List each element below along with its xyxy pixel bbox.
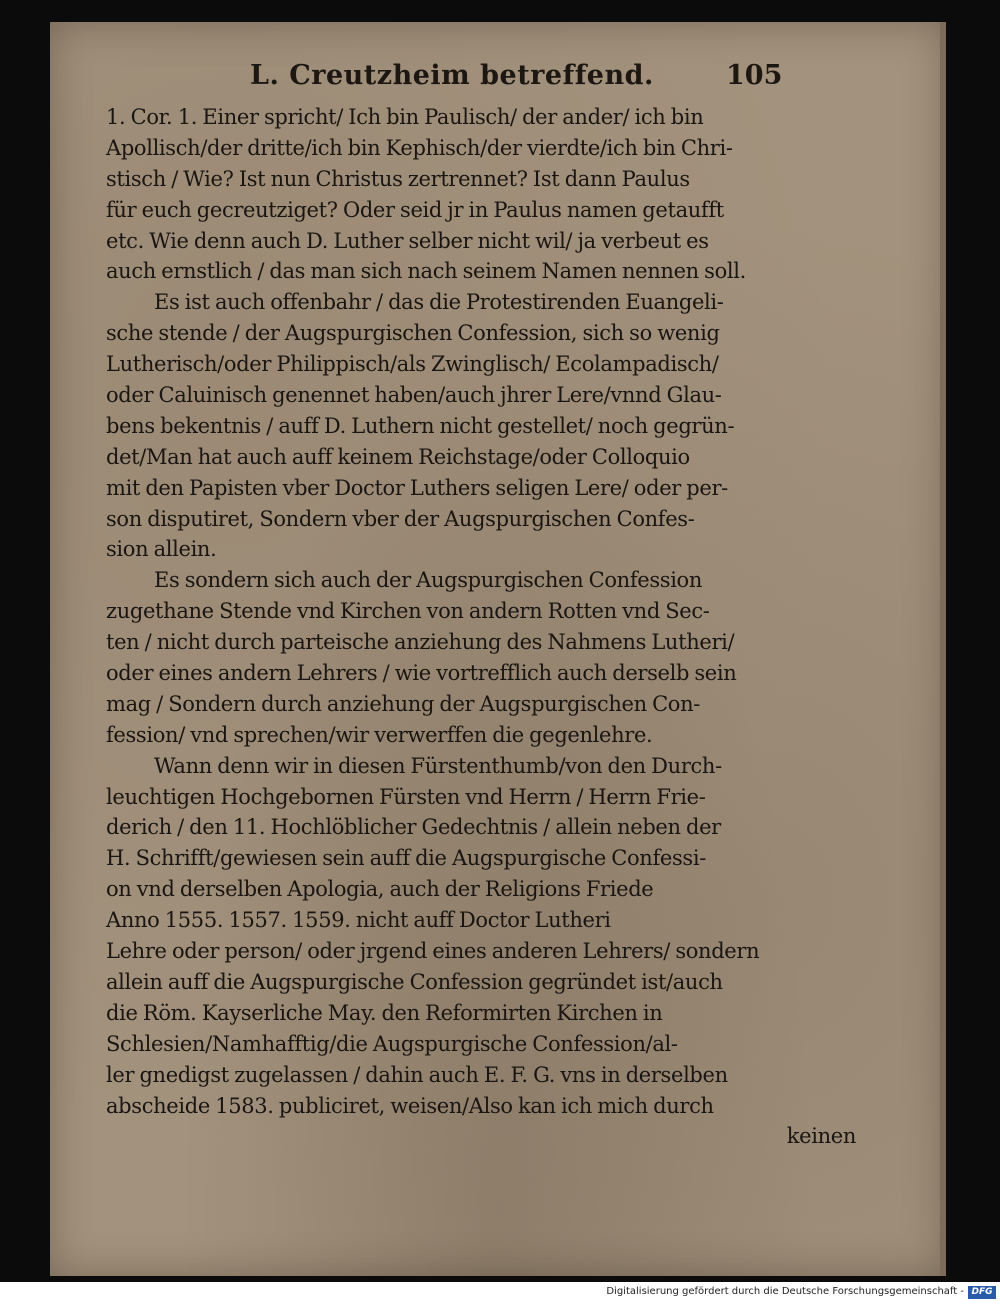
text-line: sion allein.	[106, 537, 217, 562]
paragraph-start-line: Wann denn wir in diesen Fürstenthumb/von den Durch-	[154, 753, 722, 778]
text-line: H. Schrifft/gewiesen sein auff die Augspurgische Confessi-	[106, 846, 706, 871]
text-line: leuchtigen Hochgebornen Fürsten vnd Herrn / Herrn Frie-	[106, 784, 706, 809]
text-line: Anno 1555. 1557. 1559. nicht auff Doctor Lutheri	[106, 908, 611, 933]
text-line: 1. Cor. 1. Einer spricht/ Ich bin Paulisch/ der ander/ ich bin	[106, 105, 704, 129]
text-line: derich / den 11. Hochlöblicher Gedechtnis / allein neben der	[106, 815, 721, 840]
text-line: fession/ vnd sprechen/wir verwerffen die gegenlehre.	[106, 722, 653, 747]
text-line: mag / Sondern durch anziehung der Augspurgischen Con-	[106, 691, 701, 716]
body-text	[106, 102, 876, 1152]
paragraph-start-line: Es ist auch offenbahr / das die Protestirenden Euangeli-	[154, 290, 724, 315]
text-line: Lehre oder person/ oder jrgend eines anderen Lehrers/ sondern	[106, 939, 760, 964]
text-line: zugethane Stende vnd Kirchen von andern Rotten vnd Sec-	[106, 599, 710, 624]
text-line: sche stende / der Augspurgischen Confession, sich so wenig	[106, 321, 720, 346]
text-line: für euch gecreutziget? Oder seid jr in Paulus namen getaufft	[106, 197, 724, 222]
text-line: Schlesien/Namhafftig/die Augspurgische Confession/al-	[106, 1031, 678, 1056]
catchword: keinen	[786, 1124, 856, 1149]
text-line: oder Caluinisch genennet haben/auch jhrer Lere/vnnd Glau-	[106, 383, 722, 408]
text-line: auch ernstlich / das man sich nach seinem Namen nennen soll.	[106, 259, 746, 284]
page-edge	[940, 22, 946, 1276]
text-line: allein auff die Augspurgische Confession gegründet ist/auch	[106, 969, 723, 994]
text-line: Lutherisch/oder Philippisch/als Zwinglisch/ Ecolampadisch/	[106, 352, 719, 377]
text-line: mit den Papisten vber Doctor Luthers seligen Lere/ oder per-	[106, 475, 728, 500]
text-line: stisch / Wie? Ist nun Christus zertrennet? Ist dann Paulus	[106, 166, 690, 191]
text-line: ler gnedigst zugelassen / dahin auch E. F. G. vns in derselben	[106, 1062, 728, 1087]
running-head	[50, 60, 946, 100]
text-line: Apollisch/der dritte/ich bin Kephisch/der vierdte/ich bin Chri-	[106, 135, 733, 160]
running-title: L. Creutzheim betreffend.	[250, 60, 654, 91]
text-line: ten / nicht durch parteische anziehung des Nahmens Lutheri/	[106, 630, 735, 655]
text-line: on vnd derselben Apologia, auch der Religions Friede	[106, 877, 654, 902]
text-line: etc. Wie denn auch D. Luther selber nicht wil/ ja verbeut es	[106, 228, 709, 253]
footer-bar	[0, 1282, 1000, 1304]
text-line: det/Man hat auch auff keinem Reichstage/oder Colloquio	[106, 444, 690, 469]
text-line: abscheide 1583. publiciret, weisen/Also kan ich mich durch	[106, 1093, 714, 1118]
dfg-logo: DFG	[968, 1286, 996, 1299]
text-line: son disputiret, Sondern vber der Augspurgischen Confes-	[106, 506, 695, 531]
text-line: bens bekentnis / auff D. Luthern nicht gestellet/ noch gegrün-	[106, 413, 735, 438]
funding-credit: Digitalisierung gefördert durch die Deutsche Forschungsgemeinschaft -	[606, 1286, 964, 1297]
paragraph-start-line: Es sondern sich auch der Augspurgischen Confession	[154, 568, 703, 593]
text-line: die Röm. Kayserliche May. den Reformirten Kirchen in	[106, 1000, 663, 1025]
text-line: oder eines andern Lehrers / wie vortrefflich auch derselb sein	[106, 661, 737, 686]
page-number: 105	[726, 60, 783, 91]
book-page	[50, 22, 946, 1276]
